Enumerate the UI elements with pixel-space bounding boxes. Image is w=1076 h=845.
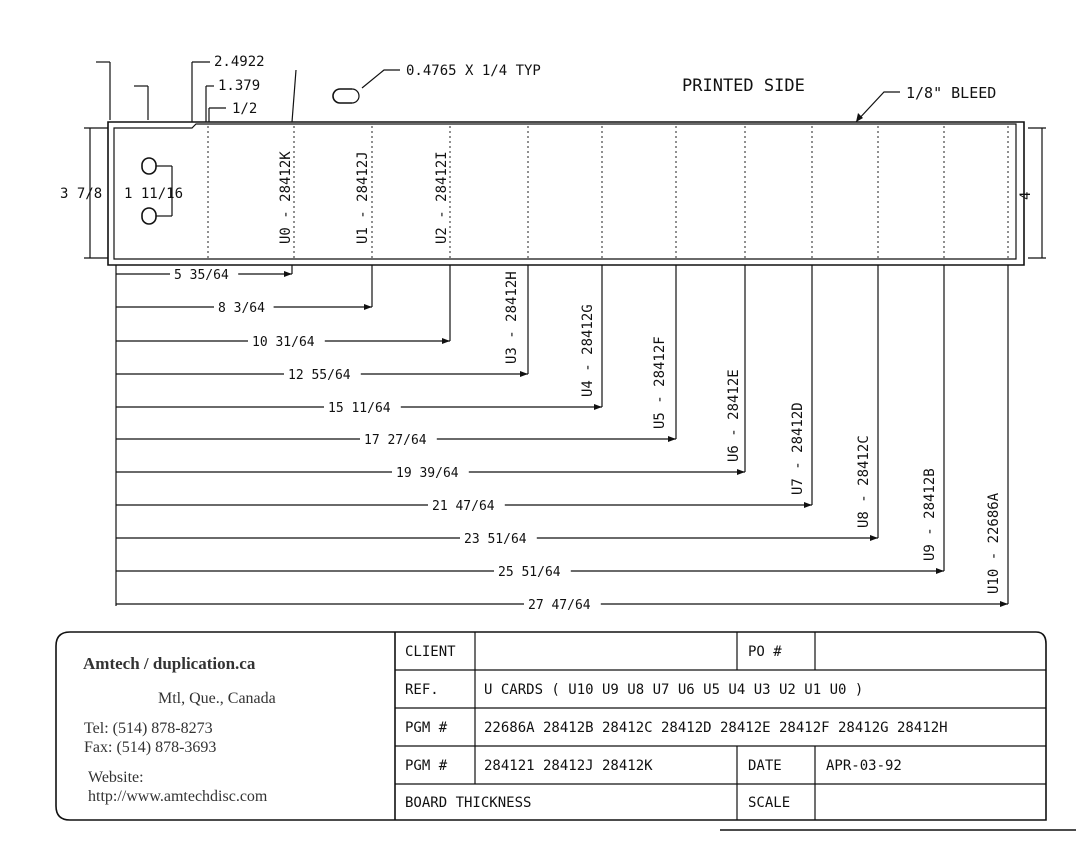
dim-label: 23 51/64 bbox=[464, 532, 527, 547]
dim-label: 15 11/64 bbox=[328, 401, 391, 416]
dim-arrow bbox=[442, 338, 450, 344]
leader-card-label: U8 - 28412C bbox=[856, 435, 872, 528]
dim-arrow bbox=[1000, 601, 1008, 607]
company-name: Amtech / duplication.ca bbox=[83, 654, 256, 673]
ref-label: REF. bbox=[405, 682, 439, 698]
company-city: Mtl, Que., Canada bbox=[158, 690, 276, 707]
height-dim: 3 7/8 bbox=[60, 186, 103, 202]
pgm1-label: PGM # bbox=[405, 720, 448, 736]
dim-label: 12 55/64 bbox=[288, 368, 351, 383]
inner-dim: 1 11/16 bbox=[124, 186, 184, 202]
po-label: PO # bbox=[748, 644, 782, 660]
dim-arrow bbox=[284, 271, 292, 277]
slot-icon bbox=[333, 89, 359, 103]
bleed-arrow bbox=[856, 113, 863, 122]
leader-card-label: U10 - 22686A bbox=[986, 492, 1002, 594]
scale-label: SCALE bbox=[748, 795, 791, 811]
leader-card-label: U6 - 28412E bbox=[726, 369, 742, 462]
date-value: APR-03-92 bbox=[826, 758, 902, 774]
bleed-label: 1/8" BLEED bbox=[906, 84, 997, 102]
dim-1-379: 1.379 bbox=[218, 78, 261, 94]
card-label-u2: U2 - 28412I bbox=[434, 151, 450, 244]
dim-arrow bbox=[364, 304, 372, 310]
dim-label: 8 3/64 bbox=[218, 301, 265, 316]
dim-arrow bbox=[668, 436, 676, 442]
ref-value: U CARDS ( U10 U9 U8 U7 U6 U5 U4 U3 U2 U1 U0 ) bbox=[484, 682, 864, 698]
card-label-u0: U0 - 28412K bbox=[278, 151, 294, 244]
leader-card-label: U9 - 28412B bbox=[922, 468, 938, 561]
leader-card-label: U4 - 28412G bbox=[580, 304, 596, 397]
company-fax: Fax: (514) 878-3693 bbox=[84, 739, 217, 756]
website-label: Website: bbox=[88, 769, 144, 786]
leader-card-label: U3 - 28412H bbox=[504, 271, 520, 364]
dim-label: 5 35/64 bbox=[174, 268, 229, 283]
slot-note: 0.4765 X 1/4 TYP bbox=[406, 63, 541, 79]
dim-arrow bbox=[870, 535, 878, 541]
bleed-leader bbox=[856, 92, 900, 122]
leader-card-labels bbox=[504, 271, 1002, 594]
dim-1-2: 1/2 bbox=[232, 101, 258, 117]
dim-arrow bbox=[737, 469, 745, 475]
card-strip bbox=[108, 122, 1024, 265]
leader-card-label: U7 - 28412D bbox=[790, 402, 806, 495]
dim-label: 10 31/64 bbox=[252, 335, 315, 350]
website-url[interactable]: http://www.amtechdisc.com bbox=[88, 788, 268, 805]
dim-label: 27 47/64 bbox=[528, 598, 591, 613]
dim-label: 17 27/64 bbox=[364, 433, 427, 448]
client-label: CLIENT bbox=[405, 644, 456, 660]
board-thickness-label: BOARD THICKNESS bbox=[405, 795, 532, 811]
dim-arrow bbox=[936, 568, 944, 574]
right-dim: 4 bbox=[1018, 191, 1034, 200]
dim-label: 25 51/64 bbox=[498, 565, 561, 580]
printed-side-label: PRINTED SIDE bbox=[682, 76, 805, 96]
dim-label: 19 39/64 bbox=[396, 466, 459, 481]
card-label-u1: U1 - 28412J bbox=[355, 151, 371, 244]
pgm1-value: 22686A 28412B 28412C 28412D 28412E 28412F 28412G 28412H bbox=[484, 720, 948, 736]
dim-arrow bbox=[804, 502, 812, 508]
dim-arrow bbox=[520, 371, 528, 377]
dim-2-4922: 2.4922 bbox=[214, 54, 265, 70]
date-label: DATE bbox=[748, 758, 782, 774]
pgm2-value: 284121 28412J 28412K bbox=[484, 758, 653, 774]
dim-arrow bbox=[594, 404, 602, 410]
dimension-lines bbox=[116, 265, 1008, 613]
dim-label: 21 47/64 bbox=[432, 499, 495, 514]
pgm2-label: PGM # bbox=[405, 758, 448, 774]
leader-card-label: U5 - 28412F bbox=[652, 336, 668, 429]
top-dimension-marks bbox=[96, 62, 296, 122]
company-tel: Tel: (514) 878-8273 bbox=[84, 720, 213, 737]
slot-leader bbox=[362, 70, 400, 88]
